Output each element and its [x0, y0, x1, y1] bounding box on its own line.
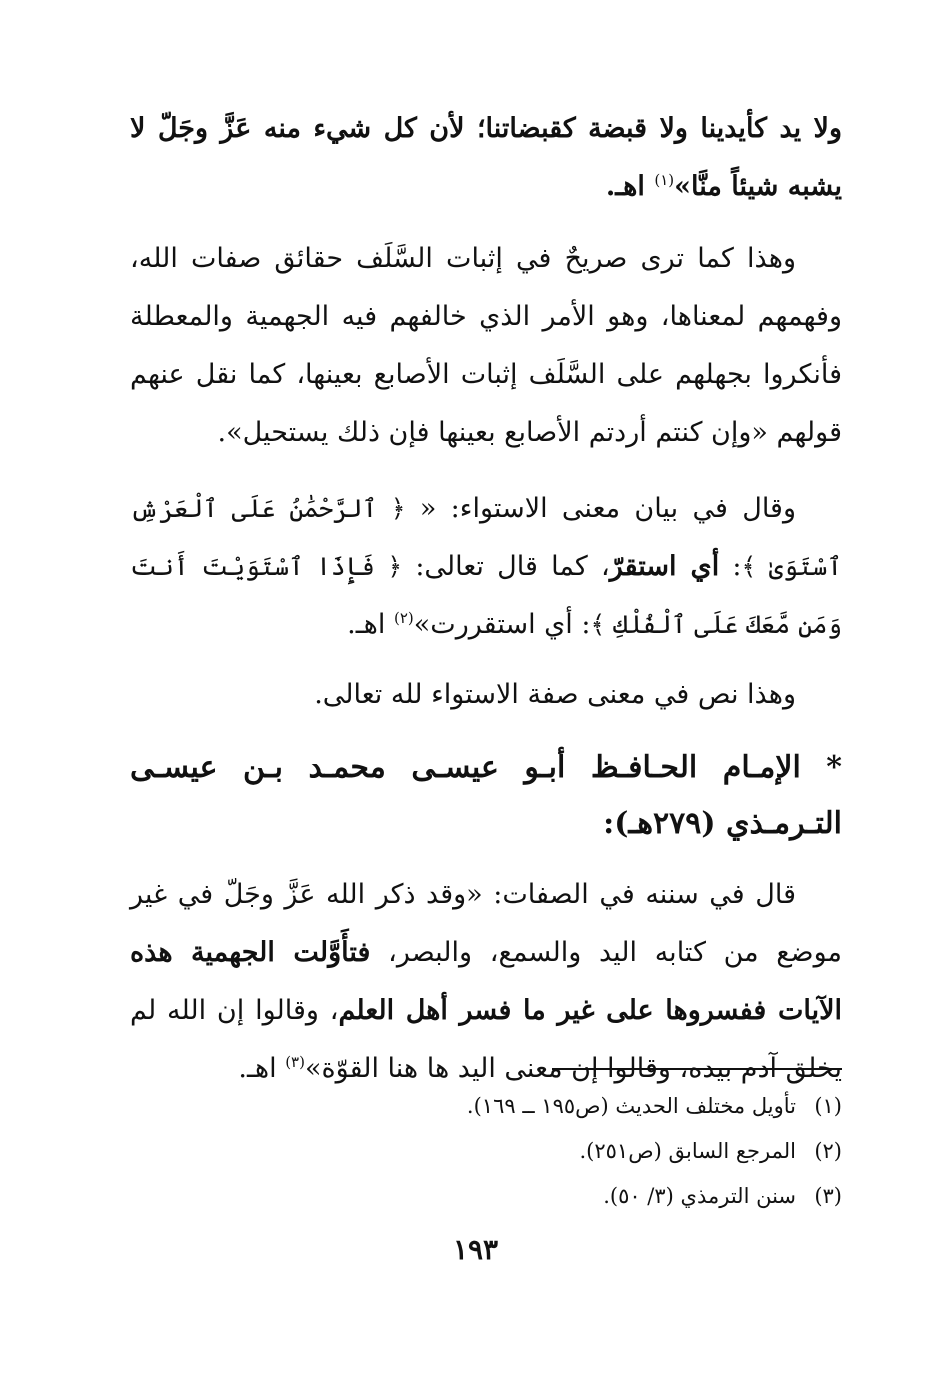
paragraph-5-bold: فتأَوَّلت الجهمية هذه الآيات ففسروها على غير ما فسر أهل العلم	[130, 937, 843, 1026]
paragraph-1-text: ولا يد كأيدينا ولا قبضة كقبضاتنا؛ لأن كل شيء منه عَزَّ وجَلّ لا يشبه شيئاً منَّا»	[130, 113, 842, 202]
quran-verse-2: ﴿ فَإِذَا ٱسْتَوَيْتَ أَنتَ وَمَن مَّعَكَ عَلَى ٱلْفُلْكِ ﴾	[130, 552, 842, 639]
footnote-ref-1: (١)	[654, 171, 675, 189]
paragraph-2	[130, 230, 842, 462]
footnote-2-number: (٢)	[814, 1139, 842, 1163]
paragraph-3-tail: اهـ.	[347, 609, 394, 640]
paragraph-2-text: وهذا كما ترى صريحٌ في إثبات السَّلَف حقائق صفات الله، وفهمهم لمعناها، وهو الأمر الذي خالفهم فيه الجهمية والمعطلة فأنكروا بجهلهم على السَّلَف إثبات الأصابع بعينها، كما نقل عنهم قولهم «وإن كنتم أردتم الأصابع بعينها فإن ذلك يستحيل».	[130, 243, 842, 448]
footnote-2	[130, 1129, 842, 1174]
footnote-1-number: (١)	[814, 1094, 842, 1118]
footnote-3-text: سنن الترمذي (٣/ ٥٠).	[603, 1184, 796, 1208]
paragraph-1	[130, 100, 842, 216]
footnote-ref-2: (٢)	[394, 609, 414, 627]
footnote-1-text: تأويل مختلف الحديث (ص١٩٥ ــ ١٦٩).	[466, 1094, 796, 1118]
paragraph-1-tail: اهـ.	[605, 171, 655, 202]
paragraph-3-text-b: :	[719, 551, 742, 582]
quran-verse-1: ﴿ ٱلرَّحْمَٰنُ عَلَى ٱلْعَرْشِ ٱسْتَوَىٰ ﴾	[130, 494, 842, 581]
paragraph-5-text-a: قال في سننه في الصفات: «وقد ذكر الله عَزَّ وجَلّ في غير موضع من كتابه اليد والسمع، والبصر،	[130, 879, 842, 968]
footnote-separator	[552, 1068, 842, 1070]
footnote-1	[130, 1084, 842, 1129]
paragraph-3-text-c: ، كما قال تعالى:	[402, 551, 610, 582]
page-number: ١٩٣	[452, 1233, 499, 1266]
footnote-3-number: (٣)	[814, 1184, 842, 1208]
footnote-3	[130, 1174, 842, 1219]
paragraph-4	[130, 666, 842, 724]
paragraph-3-text-a: وقال في بيان معنى الاستواء: «	[405, 493, 796, 524]
paragraph-3	[130, 480, 842, 654]
footnotes	[130, 1068, 842, 1219]
section-heading: * الإمـام الحـافـظ أبـو عيسـى محمـد بـن عيسـى التـرمـذي (٢٧٩هـ):	[130, 750, 842, 841]
footnote-2-text: المرجع السابق (ص٢٥١).	[579, 1139, 796, 1163]
paragraph-4-text: وهذا نص في معنى صفة الاستواء لله تعالى.	[314, 679, 796, 710]
footnote-ref-3: (٣)	[285, 1053, 305, 1071]
paragraph-3-bold: أي استقرّ	[609, 551, 720, 582]
paragraph-5-tail: اهـ.	[238, 1053, 286, 1084]
paragraph-3-text-d: : أي استقررت»	[413, 609, 591, 640]
paragraph-5	[130, 866, 842, 1098]
paragraph-5-text-b: ، وقالوا إن الله لم يخلق آدم بيده، وقالوا إن معنى اليد ها هنا القوّة»	[130, 995, 842, 1084]
main-text	[130, 100, 842, 1098]
